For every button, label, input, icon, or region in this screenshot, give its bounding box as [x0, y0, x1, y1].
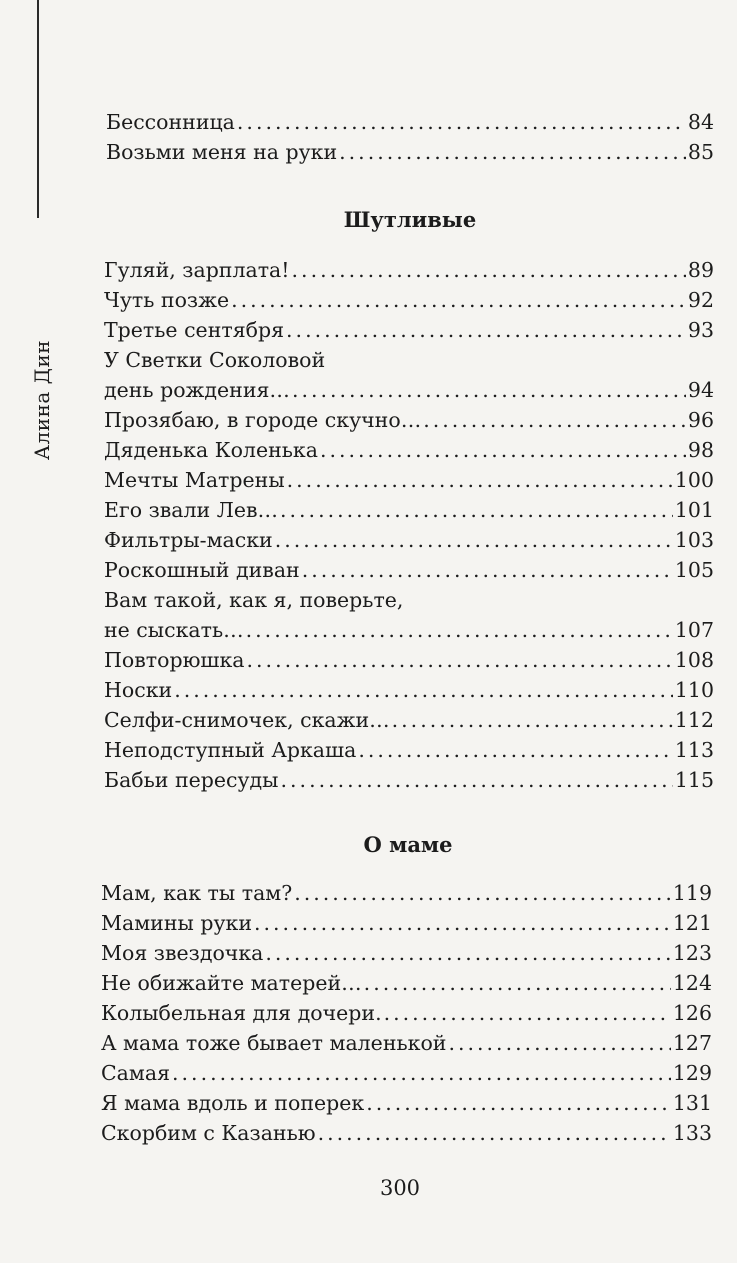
- dot-leader: [287, 465, 673, 495]
- page-number: 131: [672, 1091, 712, 1115]
- page-number: 101: [674, 498, 714, 522]
- page-number: 127: [672, 1031, 712, 1055]
- page-number: 103: [674, 528, 714, 552]
- dot-leader: [275, 525, 673, 555]
- dot-leader: [294, 878, 671, 908]
- toc-entry[interactable]: У Светки Соколовой день рождения… ..... 94: [104, 345, 714, 405]
- toc-entry[interactable]: Носки ..... 110: [104, 675, 714, 705]
- toc-list-humorous: [104, 255, 714, 795]
- page-number: 89: [687, 258, 714, 282]
- toc-entry[interactable]: Селфи-снимочек, скажи… ..... 112: [104, 705, 714, 735]
- dot-leader: [448, 1028, 670, 1058]
- toc-list-about-mom: [101, 878, 712, 1148]
- dot-leader: [246, 615, 673, 645]
- section-title-humorous: Шутливые: [343, 207, 477, 232]
- page-number: 113: [674, 738, 714, 762]
- toc-entry[interactable]: Бабьи пересуды ..... 115: [104, 765, 714, 795]
- dot-leader: [318, 1118, 671, 1148]
- toc-entry-title-line1: Вам такой, как я, поверьте,: [104, 588, 404, 612]
- dot-leader: [286, 315, 686, 345]
- dot-leader: [254, 908, 671, 938]
- toc-entry[interactable]: Моя звездочка ..... 123: [101, 938, 712, 968]
- page-number: 105: [674, 558, 714, 582]
- running-head-rule: [37, 0, 39, 218]
- page-number: 123: [672, 941, 712, 965]
- toc-entry[interactable]: Скорбим с Казанью ..... 133: [101, 1118, 712, 1148]
- toc-entry[interactable]: Неподступный Аркаша ..... 113: [104, 735, 714, 765]
- running-head: [12, 300, 72, 500]
- toc-entry[interactable]: А мама тоже бывает маленькой ..... 127: [101, 1028, 712, 1058]
- dot-leader: [392, 705, 673, 735]
- dot-leader: [423, 405, 686, 435]
- toc-section-humorous: [104, 255, 714, 795]
- dot-leader: [247, 645, 673, 675]
- toc-entry[interactable]: Третье сентября ..... 93: [104, 315, 714, 345]
- page-number: 85: [687, 140, 714, 164]
- toc-entry[interactable]: Бессонница ..... 84: [106, 107, 714, 137]
- dot-leader: [281, 765, 673, 795]
- page-number: 107: [674, 618, 714, 642]
- toc-entry[interactable]: Не обижайте матерей… ..... 124: [101, 968, 712, 998]
- dot-leader: [358, 735, 673, 765]
- toc-entry[interactable]: Мечты Матрены ..... 100: [104, 465, 714, 495]
- author-name: Алина Дин: [30, 339, 54, 461]
- toc-entry[interactable]: Фильтры-маски ..... 103: [104, 525, 714, 555]
- toc-entry[interactable]: Чуть позже ..... 92: [104, 285, 714, 315]
- toc-entry[interactable]: Повторюшка ..... 108: [104, 645, 714, 675]
- page-number: 119: [672, 881, 712, 905]
- toc-entry[interactable]: Роскошный диван ..... 105: [104, 555, 714, 585]
- page-number: 121: [672, 911, 712, 935]
- dot-leader: [302, 555, 673, 585]
- dot-leader: [384, 998, 671, 1028]
- section-title-about-mom: О маме: [363, 832, 453, 857]
- page-number: 133: [672, 1121, 712, 1145]
- page-number: 94: [687, 378, 714, 402]
- page-number: 100: [674, 468, 714, 492]
- toc-entry[interactable]: Вам такой, как я, поверьте, не сыскать… ..... 107: [104, 585, 714, 645]
- page-number: 84: [687, 110, 714, 134]
- dot-leader: [339, 137, 686, 167]
- toc-entry[interactable]: Мамины руки ..... 121: [101, 908, 712, 938]
- page-number: 92: [687, 288, 714, 312]
- toc-entry[interactable]: Самая ..... 129: [101, 1058, 712, 1088]
- page-number: 115: [674, 768, 714, 792]
- dot-leader: [292, 375, 686, 405]
- toc-section-about-mom: [101, 878, 712, 1148]
- toc-entry[interactable]: Дяденька Коленька ..... 98: [104, 435, 714, 465]
- page-number: 108: [674, 648, 714, 672]
- page-number: 110: [674, 678, 714, 702]
- dot-leader: [292, 255, 686, 285]
- toc-entry-title-line1: У Светки Соколовой: [104, 348, 326, 372]
- page-number-folio: 300: [379, 1176, 421, 1200]
- dot-leader: [280, 495, 673, 525]
- toc-top-block: [106, 107, 714, 167]
- toc-entry[interactable]: Его звали Лев… ..... 101: [104, 495, 714, 525]
- dot-leader: [174, 675, 673, 705]
- dot-leader: [265, 938, 670, 968]
- page-number: 126: [672, 1001, 712, 1025]
- page-number: 96: [687, 408, 714, 432]
- toc-entry[interactable]: Колыбельная для дочери. ..... 126: [101, 998, 712, 1028]
- page-number: 129: [672, 1061, 712, 1085]
- page-number: 93: [687, 318, 714, 342]
- page-number: 112: [674, 708, 714, 732]
- page-number: 124: [672, 971, 712, 995]
- dot-leader: [320, 435, 686, 465]
- toc-list-top: [106, 107, 714, 167]
- dot-leader: [364, 968, 671, 998]
- page-number: 98: [687, 438, 714, 462]
- dot-leader: [172, 1058, 671, 1088]
- dot-leader: [366, 1088, 671, 1118]
- dot-leader: [231, 285, 686, 315]
- toc-entry[interactable]: Я мама вдоль и поперек ..... 131: [101, 1088, 712, 1118]
- toc-entry[interactable]: Гуляй, зарплата! ..... 89: [104, 255, 714, 285]
- toc-entry[interactable]: Возьми меня на руки ..... 85: [106, 137, 714, 167]
- dot-leader: [237, 107, 686, 137]
- toc-entry[interactable]: Мам, как ты там? ..... 119: [101, 878, 712, 908]
- toc-entry[interactable]: Прозябаю, в городе скучно… ..... 96: [104, 405, 714, 435]
